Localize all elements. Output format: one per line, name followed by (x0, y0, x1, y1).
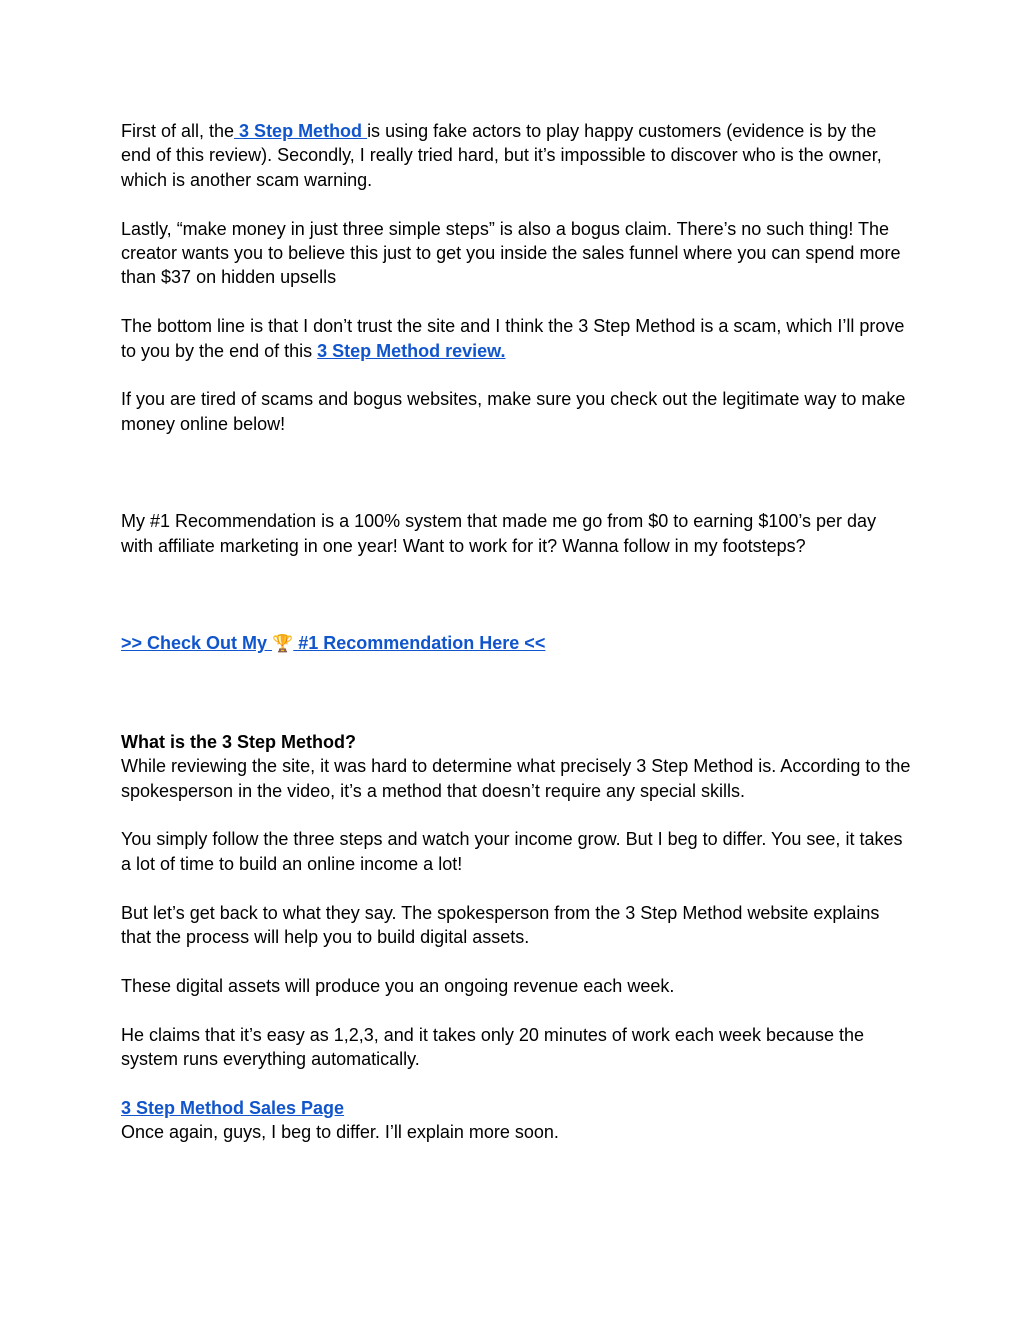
paragraph-bogus-claim: Lastly, “make money in just three simple steps” is also a bogus claim. There’s no such thing! The creator wants you to believe this just to get you inside the sales funnel where you can spend more than $37 on hidden upsells (121, 218, 901, 288)
sales-page-line (121, 1096, 911, 1120)
spacer (121, 1071, 911, 1095)
paragraph-intro-text-after: is using fake actors to play happy customers (evidence is by the end of this review). Secondly, I really tried hard, but it’s impossible to discover who is the owner, which is another scam warning. (121, 121, 882, 190)
paragraph-intro (121, 119, 911, 192)
spacer (121, 436, 911, 509)
paragraph-easy-claim: He claims that it’s easy as 1,2,3, and it takes only 20 minutes of work each week because the system runs everything automatically. (121, 1024, 865, 1070)
paragraph-bottom-line (121, 314, 911, 363)
paragraph-recommendation: My #1 Recommendation is a 100% system that made me go from $0 to earning $100’s per day with affiliate marketing in one year! Want to work for it? Wanna follow in my footsteps? (121, 511, 877, 556)
spacer (121, 192, 911, 216)
cta-text-before: >> Check Out My (121, 633, 273, 654)
paragraph-digital-assets: But let’s get back to what they say. The spokesperson from the 3 Step Method website explains that the process will help you to build digital assets. (121, 902, 880, 948)
3-step-method-link[interactable]: 3 Step Method (234, 121, 368, 141)
cta-text-after: #1 Recommendation Here << (293, 633, 546, 654)
paragraph-three-steps: You simply follow the three steps and watch your income grow. But I beg to differ. You see, it takes a lot of time to build an online income a lot! (121, 829, 903, 874)
spacer (121, 657, 911, 730)
spacer (121, 998, 911, 1022)
document-body (121, 119, 911, 1145)
spacer (121, 558, 911, 631)
section-heading: What is the 3 Step Method? (121, 731, 357, 752)
paragraph-intro-text-before: First of all, the (121, 121, 235, 141)
paragraph-bottom-line-text: The bottom line is that I don’t trust the site and I think the 3 Step Method is a scam, which I’ll prove to you by the end of this (121, 316, 905, 361)
recommendation-cta-link[interactable] (121, 633, 545, 653)
paragraph-tired-of-scams: If you are tired of scams and bogus websites, make sure you check out the legitimate way to make money online below! (121, 389, 906, 434)
paragraph-revenue: These digital assets will produce you an ongoing revenue each week. (121, 975, 675, 996)
spacer (121, 290, 911, 314)
paragraph-reviewing: While reviewing the site, it was hard to determine what precisely 3 Step Method is. According to the spokesperson in the video, it’s a method that doesn’t require any special skills. (121, 756, 911, 801)
trophy-icon: 🏆 (272, 634, 294, 654)
spacer (121, 363, 911, 387)
cta-line (121, 631, 911, 656)
spacer (121, 949, 911, 973)
spacer (121, 876, 911, 900)
paragraph-closing: Once again, guys, I beg to differ. I’ll explain more soon. (121, 1122, 559, 1143)
spacer (121, 803, 911, 827)
sales-page-link[interactable]: 3 Step Method Sales Page (121, 1097, 345, 1118)
3-step-method-review-link[interactable]: 3 Step Method review. (317, 340, 506, 361)
